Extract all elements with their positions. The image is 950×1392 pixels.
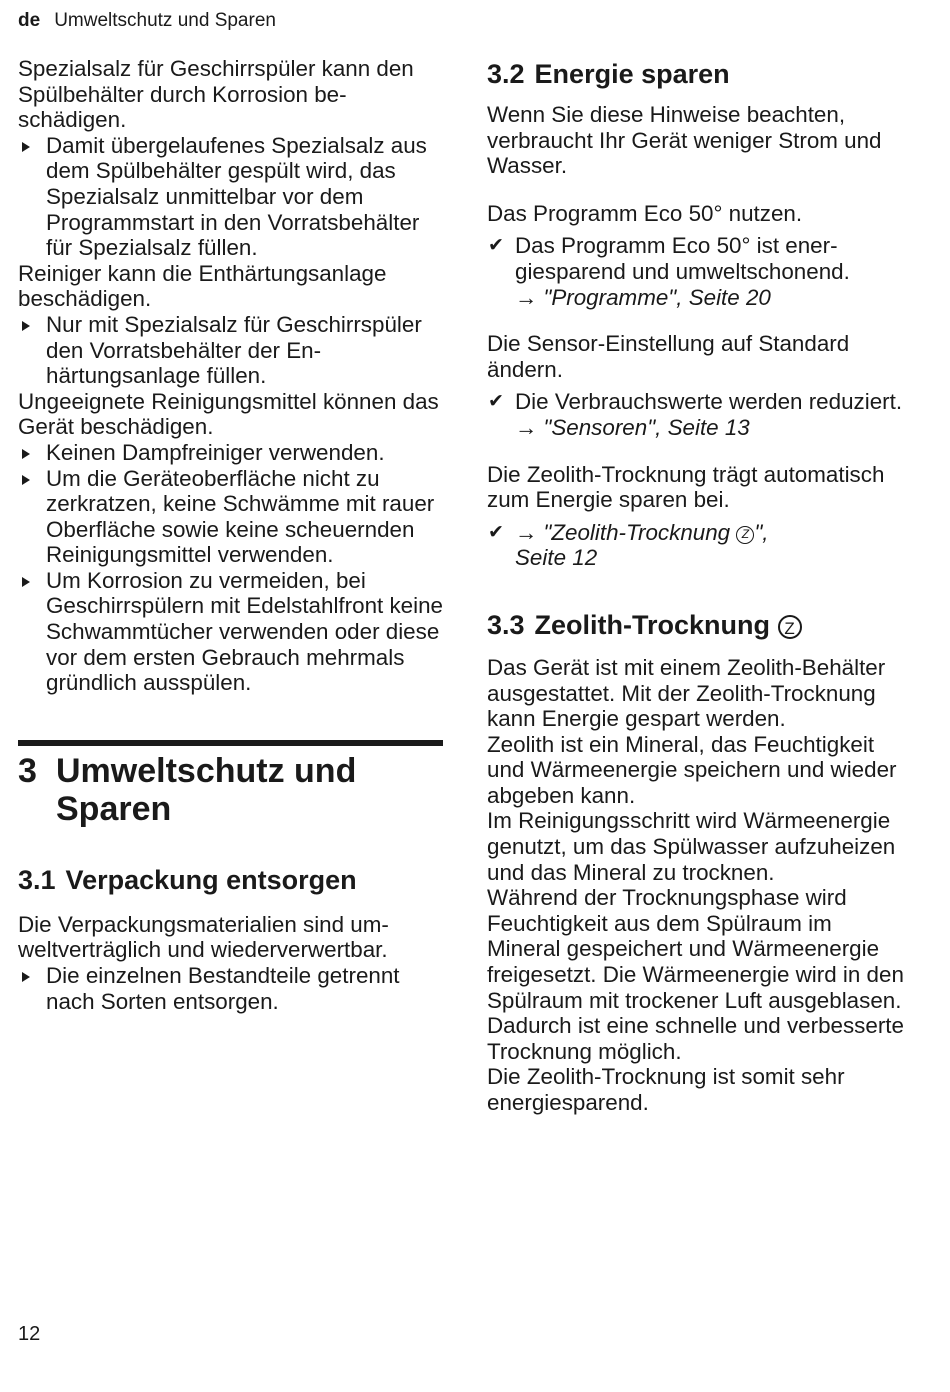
section-heading-3-1 <box>18 864 443 896</box>
paragraph: Das Programm Eco 50° nutzen. <box>487 200 803 226</box>
chapter-title: Umweltschutz und Sparen <box>56 751 357 828</box>
list-item: Die einzelnen Bestandteile getrennt nach Sorten entsorgen. <box>18 963 443 1014</box>
page-number: 12 <box>18 1323 41 1345</box>
section-heading-3-2 <box>487 58 907 90</box>
right-column <box>487 58 907 1116</box>
result-item <box>487 389 907 440</box>
result-list <box>487 389 907 440</box>
result-text: Die Verbrauchswerte werden reduziert. <box>515 389 903 415</box>
list-item: Damit übergelaufenes Spezialsalz aus dem Spülbehälter gespült wird, das Spezialsalz unmittelbar vor dem Programmstart in den Vorratsbehälter für Spezialsalz füllen. <box>18 133 443 261</box>
cross-reference-text: "Programme", Seite 20 <box>543 284 771 310</box>
section-title: Verpackung entsorgen <box>65 864 357 895</box>
arrow-right-icon: → <box>515 414 538 440</box>
result-text: Das Programm Eco 50° ist energiesparend und umweltschonend. <box>515 233 850 284</box>
result-item <box>487 233 907 310</box>
paragraph: Spezialsalz für Geschirrspüler kann den Spülbehälter durch Korrosion beschädigen. <box>18 56 414 133</box>
paragraph: Das Gerät ist mit einem Zeolith-Behälter ausgestattet. Mit der Zeolith-Trocknung kann Energie gespart werden. <box>487 654 886 732</box>
check-icon: ✔ <box>488 391 504 413</box>
arrow-right-icon: → <box>515 284 538 310</box>
cross-reference <box>515 415 907 441</box>
cross-reference-page: Seite 12 <box>515 545 598 571</box>
left-column <box>18 56 443 1014</box>
bullet-list <box>18 963 443 1014</box>
section-title: Energie sparen <box>534 59 730 89</box>
page-header <box>18 9 276 33</box>
check-icon: ✔ <box>488 235 504 257</box>
result-list <box>487 233 907 310</box>
paragraph: Die Zeolith-Trocknung ist somit sehr energiesparend. <box>487 1064 845 1115</box>
paragraph: Die Verpackungsmaterialien sind umweltverträglich und wiederverwertbar. <box>18 911 389 963</box>
arrow-right-icon: → <box>515 519 538 545</box>
list-item: Nur mit Spezialsalz für Geschirrspüler den Vorratsbehälter der Enhärtungsanlage füllen. <box>18 312 443 389</box>
paragraph: Zeolith ist ein Mineral, das Feuchtigkeit und Wärmeenergie speichern und wieder abgeben kann. <box>487 731 897 808</box>
zeolith-icon: Z <box>778 615 802 639</box>
result-list <box>487 520 907 571</box>
cross-reference-text: "Sensoren", Seite 13 <box>543 414 750 440</box>
zeolith-icon: Z <box>736 526 754 544</box>
chapter-divider <box>18 740 443 746</box>
paragraph: Reiniger kann die Enthärtungsanlage beschädigen. <box>18 260 387 312</box>
cross-reference <box>515 520 769 545</box>
paragraph: Im Reinigungsschritt wird Wärmeenergie genutzt, um das Spülwasser aufzuheizen und das Mineral zu trocknen. <box>487 808 896 885</box>
section-number: 3.1 <box>18 864 56 895</box>
result-item <box>487 520 907 571</box>
paragraph: Die Zeolith-Trocknung trägt automatisch zum Energie sparen bei. <box>487 461 885 513</box>
cross-reference <box>515 285 907 311</box>
cross-reference-text: ", <box>754 519 769 545</box>
chapter-number: 3 <box>18 751 37 790</box>
language-code: de <box>18 10 41 31</box>
paragraph: Während der Trocknungsphase wird Feuchtigkeit aus dem Spülraum im Mineral gespeichert und Wärmeenergie freigesetzt. Die Wärmeenergie wird in den Spülraum mit trockener Luft ausgeblasen. Dadurch ist eine schnelle und verbesserte Trocknung möglich. <box>487 885 904 1064</box>
section-heading-3-3 <box>487 609 907 641</box>
section-title: Zeolith-Trocknung <box>534 609 771 640</box>
paragraph: Die Sensor-Einstellung auf Standard ändern. <box>487 331 850 382</box>
header-title: Umweltschutz und Sparen <box>54 10 276 31</box>
list-item: Um Korrosion zu vermeiden, bei Geschirrspülern mit Edelstahlfront keine Schwammtücher verwenden oder diese vor dem ersten Gebrauch mehrmals gründlich ausspülen. <box>18 568 443 696</box>
check-icon: ✔ <box>488 521 504 543</box>
cross-reference-text: "Zeolith-Trocknung <box>543 519 731 545</box>
section-number: 3.2 <box>487 59 525 89</box>
paragraph: Wenn Sie diese Hinweise beachten, verbraucht Ihr Gerät weniger Strom und Wasser. <box>487 102 882 179</box>
section-number: 3.3 <box>487 609 525 640</box>
bullet-list <box>18 440 443 696</box>
bullet-list <box>18 133 443 261</box>
list-item: Um die Geräteoberfläche nicht zu zerkratzen, keine Schwämme mit rauer Oberfläche sowie keine scheuernden Reinigungsmittel verwenden. <box>18 466 443 568</box>
list-item: Keinen Dampfreiniger verwenden. <box>18 440 443 466</box>
paragraph: Ungeeignete Reinigungsmittel können das Gerät beschädigen. <box>18 388 439 440</box>
bullet-list <box>18 312 443 389</box>
chapter-heading <box>18 752 443 828</box>
